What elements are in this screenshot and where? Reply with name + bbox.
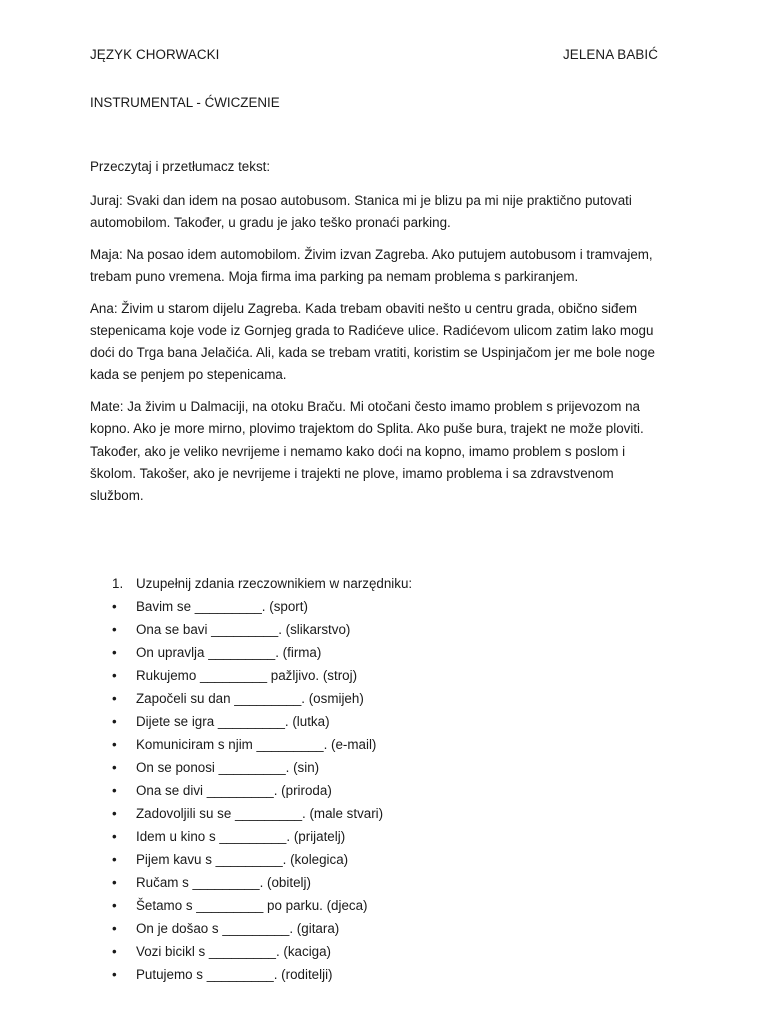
list-item-text: On upravlja _________. (firma) <box>136 645 322 660</box>
list-item-text: Šetamo s _________ po parku. (djeca) <box>136 898 368 913</box>
list-item-text: Ručam s _________. (obitelj) <box>136 875 311 890</box>
bullet-icon: • <box>112 967 117 982</box>
list-item <box>112 871 672 894</box>
bullet-icon: • <box>112 691 117 706</box>
paragraph-juraj: Juraj: Svaki dan idem na posao autobusom. Stanica mi je blizu pa mi nije praktično putovati automobilom. Također, u gradu je jako teško pronaći parking. <box>90 193 632 231</box>
bullet-icon: • <box>112 645 117 660</box>
instructions-text: Przeczytaj i przetłumacz tekst: <box>90 159 271 174</box>
bullet-icon: • <box>112 829 117 844</box>
reading-text <box>90 190 665 517</box>
list-item-text: Ona se divi _________. (priroda) <box>136 783 332 798</box>
exercise-heading <box>112 572 672 595</box>
paragraph-mate: Mate: Ja živim u Dalmaciji, na otoku Braču. Mi otočani često imamo problem s prijevozom na kopno. Ako je more mirno, plovimo trajektom do Splita. Ako puše bura, trajekt ne može ploviti. Također, ako je veliko nevrijeme i nemamo kako doći na kopno, imamo problem s poslom i školom. Takošer, ako je nevrijeme i trajekti ne plove, imamo problema i sa zdravstvenom službom. <box>90 399 644 503</box>
list-item <box>112 848 672 871</box>
list-item <box>112 710 672 733</box>
list-item <box>112 802 672 825</box>
list-item <box>112 917 672 940</box>
list-item <box>112 756 672 779</box>
list-item-text: Dijete se igra _________. (lutka) <box>136 714 330 729</box>
document-page <box>90 0 680 1024</box>
bullet-icon: • <box>112 852 117 867</box>
list-item <box>112 940 672 963</box>
bullet-icon: • <box>112 622 117 637</box>
bullet-icon: • <box>112 737 117 752</box>
document-title: INSTRUMENTAL - ĆWICZENIE <box>90 95 280 110</box>
list-item-text: Idem u kino s _________. (prijatelj) <box>136 829 346 844</box>
list-item-text: Putujemo s _________. (roditelji) <box>136 967 333 982</box>
bullet-icon: • <box>112 668 117 683</box>
bullet-icon: • <box>112 714 117 729</box>
list-item-text: Zadovoljili su se _________. (male stvari) <box>136 806 384 821</box>
list-item-text: Pijem kavu s _________. (kolegica) <box>136 852 349 867</box>
list-item <box>112 595 672 618</box>
list-item-text: On je došao s _________. (gitara) <box>136 921 340 936</box>
list-item <box>112 733 672 756</box>
list-item <box>112 687 672 710</box>
list-item <box>112 618 672 641</box>
bullet-icon: • <box>112 898 117 913</box>
paragraph-ana: Ana: Živim u starom dijelu Zagreba. Kada trebam obaviti nešto u centru grada, obično siđem stepenicama koje vode iz Gornjeg grada to Radićeve ulice. Radićevom ulicom zatim lako mogu doći do Trga bana Jelačića. Ali, kada se trebam vratiti, koristim se Uspinjačom jer me bole noge kada se penjem po stepenicama. <box>90 300 655 383</box>
list-item <box>112 641 672 664</box>
list-item-text: Ona se bavi _________. (slikarstvo) <box>136 622 351 637</box>
list-item-text: Bavim se _________. (sport) <box>136 599 308 614</box>
bullet-icon: • <box>112 921 117 936</box>
exercise-list <box>112 595 672 986</box>
page-header <box>90 47 658 62</box>
list-item-text: Započeli su dan _________. (osmijeh) <box>136 691 364 706</box>
paragraph-maja: Maja: Na posao idem automobilom. Živim izvan Zagreba. Ako putujem autobusom i tramvajem, trebam puno vremena. Moja firma ima parking pa nemam problema s parkiranjem. <box>90 246 653 285</box>
list-item <box>112 894 672 917</box>
bullet-icon: • <box>112 783 117 798</box>
list-item-text: Rukujemo _________ pažljivo. (stroj) <box>136 668 358 683</box>
bullet-icon: • <box>112 806 117 821</box>
exercise-heading-text: Uzupełnij zdania rzeczownikiem w narzędniku: <box>136 576 413 591</box>
header-author: JELENA BABIĆ <box>563 47 658 62</box>
list-item <box>112 664 672 687</box>
list-item-text: Vozi bicikl s _________. (kaciga) <box>136 944 332 959</box>
bullet-icon: • <box>112 599 117 614</box>
bullet-icon: • <box>112 944 117 959</box>
bullet-icon: • <box>112 875 117 890</box>
exercise-number: 1. <box>112 576 124 591</box>
list-item <box>112 825 672 848</box>
list-item-text: Komuniciram s njim _________. (e-mail) <box>136 737 377 752</box>
list-item-text: On se ponosi _________. (sin) <box>136 760 320 775</box>
header-subject: JĘZYK CHORWACKI <box>90 47 220 62</box>
list-item <box>112 963 672 986</box>
bullet-icon: • <box>112 760 117 775</box>
exercise-section <box>112 572 672 986</box>
list-item <box>112 779 672 802</box>
